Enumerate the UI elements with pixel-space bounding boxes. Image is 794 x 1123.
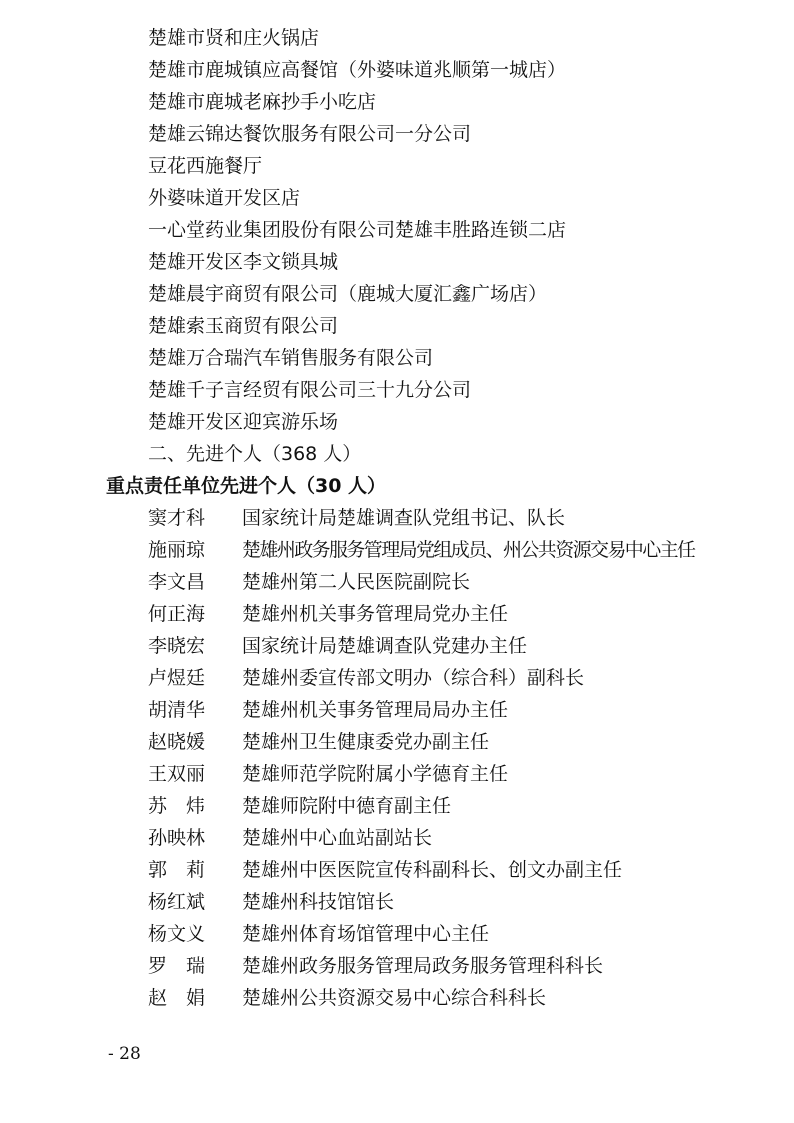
person-row — [148, 918, 768, 950]
person-row — [148, 886, 768, 918]
person-title: 楚雄州第二人民医院副院长 — [242, 571, 471, 593]
unit-line: 楚雄千子言经贸有限公司三十九分公司 — [148, 379, 472, 401]
unit-list — [148, 22, 768, 438]
person-row — [148, 790, 768, 822]
person-title: 楚雄州体育场馆管理中心主任 — [242, 923, 490, 945]
subsection-title: 重点责任单位先进个人（30 人） — [106, 475, 387, 497]
unit-line: 楚雄开发区李文锁具城 — [148, 251, 339, 273]
person-name: 李晓宏 — [148, 635, 206, 657]
unit-line: 楚雄晨宇商贸有限公司（鹿城大厦汇鑫广场店） — [148, 283, 548, 305]
person-title: 楚雄州卫生健康委党办副主任 — [242, 731, 490, 753]
person-name: 孙映林 — [148, 827, 206, 849]
person-title: 楚雄州中医医院宣传科副科长、创文办副主任 — [242, 859, 623, 881]
person-row — [148, 502, 768, 534]
person-list — [148, 502, 768, 1014]
person-title: 楚雄师院附中德育副主任 — [242, 795, 452, 817]
person-title: 楚雄州政务服务管理局政务服务管理科科长 — [242, 955, 604, 977]
person-title: 楚雄州机关事务管理局党办主任 — [242, 603, 509, 625]
unit-line: 外婆味道开发区店 — [148, 187, 301, 209]
unit-line: 楚雄开发区迎宾游乐场 — [148, 411, 339, 433]
person-name: 施丽琼 — [148, 539, 206, 561]
person-row — [148, 534, 768, 566]
person-name: 杨文义 — [148, 923, 206, 945]
person-row — [148, 950, 768, 982]
person-name: 卢煜廷 — [148, 667, 206, 689]
person-name: 窦才科 — [148, 507, 206, 529]
person-row — [148, 662, 768, 694]
person-row — [148, 630, 768, 662]
person-title: 国家统计局楚雄调查队党建办主任 — [242, 635, 528, 657]
person-name: 王双丽 — [148, 763, 206, 785]
person-row — [148, 566, 768, 598]
person-title: 楚雄师范学院附属小学德育主任 — [242, 763, 509, 785]
person-name: 杨红斌 — [148, 891, 206, 913]
person-title: 楚雄州中心血站副站长 — [242, 827, 433, 849]
unit-line: 楚雄云锦达餐饮服务有限公司一分公司 — [148, 123, 472, 145]
person-name: 罗 瑞 — [148, 955, 206, 977]
person-row — [148, 598, 768, 630]
person-name: 李文昌 — [148, 571, 206, 593]
unit-line: 楚雄市贤和庄火锅店 — [148, 27, 320, 49]
person-name: 何正海 — [148, 603, 206, 625]
person-row — [148, 694, 768, 726]
person-row — [148, 822, 768, 854]
person-name: 郭 莉 — [148, 859, 206, 881]
unit-line: 楚雄万合瑞汽车销售服务有限公司 — [148, 347, 434, 369]
unit-line: 豆花西施餐厅 — [148, 155, 263, 177]
person-name: 赵 娟 — [148, 987, 206, 1009]
person-title: 楚雄州委宣传部文明办（综合科）副科长 — [242, 667, 585, 689]
person-name: 苏 炜 — [148, 795, 206, 817]
person-row — [148, 758, 768, 790]
unit-line: 楚雄索玉商贸有限公司 — [148, 315, 339, 337]
person-name: 赵晓媛 — [148, 731, 206, 753]
unit-line: 楚雄市鹿城镇应高餐馆（外婆味道兆顺第一城店） — [148, 59, 567, 81]
person-name: 胡清华 — [148, 699, 206, 721]
person-title: 楚雄州机关事务管理局局办主任 — [242, 699, 509, 721]
person-title: 国家统计局楚雄调查队党组书记、队长 — [242, 507, 566, 529]
person-row — [148, 726, 768, 758]
unit-line: 楚雄市鹿城老麻抄手小吃店 — [148, 91, 377, 113]
person-row — [148, 854, 768, 886]
person-title: 楚雄州公共资源交易中心综合科科长 — [242, 987, 547, 1009]
person-title: 楚雄州政务服务管理局党组成员、州公共资源交易中心主任 — [242, 539, 695, 561]
person-row — [148, 982, 768, 1014]
page-number: - 28 — [108, 1044, 141, 1064]
person-title: 楚雄州科技馆馆长 — [242, 891, 395, 913]
section-title: 二、先进个人（368 人） — [148, 443, 362, 465]
unit-line: 一心堂药业集团股份有限公司楚雄丰胜路连锁二店 — [148, 219, 567, 241]
